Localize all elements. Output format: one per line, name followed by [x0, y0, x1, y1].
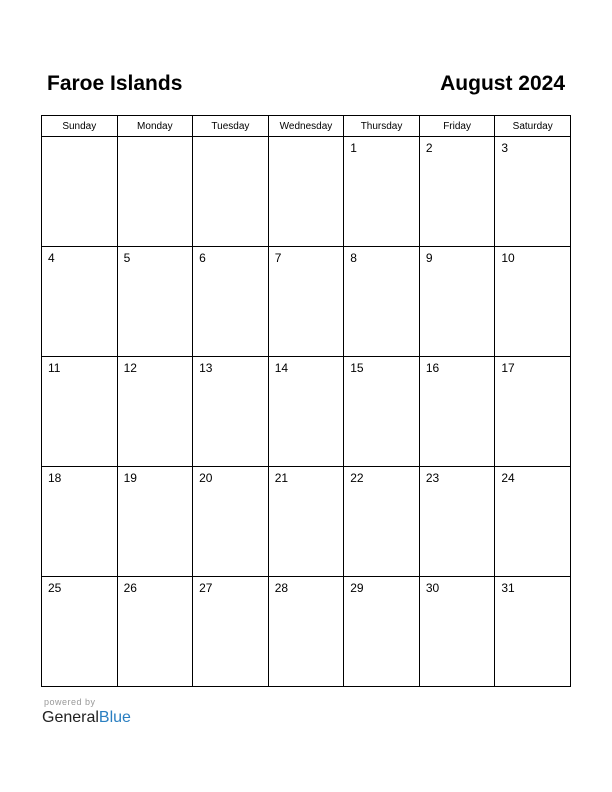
day-cell: [193, 577, 269, 687]
day-cell: [344, 467, 420, 577]
day-number: 29: [350, 581, 364, 595]
day-number: 16: [425, 361, 440, 375]
day-cell: [419, 357, 495, 467]
week-row: [42, 467, 571, 577]
day-number: 2: [425, 141, 433, 155]
day-cell: [419, 577, 495, 687]
day-number: 18: [48, 471, 62, 485]
calendar-grid: [41, 115, 571, 687]
day-cell: [268, 467, 344, 577]
generalblue-logo[interactable]: [42, 708, 131, 728]
day-number: 5: [123, 251, 131, 265]
day-cell: [268, 357, 344, 467]
weekday-saturday: Saturday: [495, 116, 571, 137]
day-cell: [193, 137, 269, 247]
day-number: 11: [48, 361, 61, 375]
day-number: 25: [48, 581, 62, 595]
brand-general-text: General: [42, 709, 99, 726]
day-cell: [495, 357, 571, 467]
day-cell: [117, 137, 193, 247]
day-number: [118, 137, 193, 141]
weekday-tuesday: Tuesday: [193, 116, 269, 137]
day-cell: [42, 247, 118, 357]
day-number: 26: [123, 581, 137, 595]
week-row: [42, 357, 571, 467]
day-number: 9: [425, 251, 433, 265]
day-number: 7: [274, 251, 282, 265]
powered-by-text: powered by: [44, 697, 96, 707]
day-cell: [268, 247, 344, 357]
weekday-header-row: [42, 116, 571, 137]
weekday-monday: Monday: [117, 116, 193, 137]
day-cell: [42, 577, 118, 687]
day-number: 30: [425, 581, 440, 595]
day-number: [269, 137, 344, 141]
day-number: [193, 137, 268, 141]
day-number: 31: [501, 581, 515, 595]
day-number: 19: [123, 471, 137, 485]
week-row: [42, 137, 571, 247]
day-cell: [344, 137, 420, 247]
day-cell: [117, 577, 193, 687]
day-number: 13: [199, 361, 213, 375]
day-cell: [193, 357, 269, 467]
day-cell: [117, 247, 193, 357]
day-cell: [344, 357, 420, 467]
day-number: 22: [350, 471, 364, 485]
day-number: 14: [274, 361, 289, 375]
day-cell: [419, 137, 495, 247]
weekday-thursday: Thursday: [344, 116, 420, 137]
day-number: 23: [425, 471, 440, 485]
day-number: 6: [199, 251, 206, 265]
day-cell: [42, 467, 118, 577]
weekday-friday: Friday: [419, 116, 495, 137]
day-cell: [117, 467, 193, 577]
day-number: 20: [199, 471, 213, 485]
day-cell: [344, 577, 420, 687]
day-cell: [42, 137, 118, 247]
day-cell: [495, 577, 571, 687]
day-number: 1: [350, 141, 357, 155]
day-cell: [193, 467, 269, 577]
day-number: 12: [123, 361, 137, 375]
day-number: 4: [48, 251, 55, 265]
day-number: 3: [501, 141, 509, 155]
day-cell: [495, 247, 571, 357]
country-title: Faroe Islands: [47, 72, 183, 95]
day-number: 15: [350, 361, 364, 375]
day-cell: [117, 357, 193, 467]
week-row: [42, 247, 571, 357]
day-number: 27: [199, 581, 213, 595]
day-cell: [419, 247, 495, 357]
weekday-wednesday: Wednesday: [268, 116, 344, 137]
day-cell: [419, 467, 495, 577]
week-row: [42, 577, 571, 687]
day-cell: [42, 357, 118, 467]
day-number: 17: [501, 361, 515, 375]
day-number: 24: [501, 471, 515, 485]
brand-blue-text: Blue: [98, 709, 131, 726]
day-number: 8: [350, 251, 357, 265]
day-number: 28: [274, 581, 289, 595]
day-cell: [193, 247, 269, 357]
day-cell: [495, 137, 571, 247]
day-number: 21: [274, 471, 289, 485]
day-cell: [268, 137, 344, 247]
month-year-title: August 2024: [440, 72, 565, 95]
day-cell: [268, 577, 344, 687]
weekday-sunday: Sunday: [42, 116, 118, 137]
day-cell: [344, 247, 420, 357]
day-number: 10: [501, 251, 515, 265]
day-number: [42, 137, 117, 141]
day-cell: [495, 467, 571, 577]
